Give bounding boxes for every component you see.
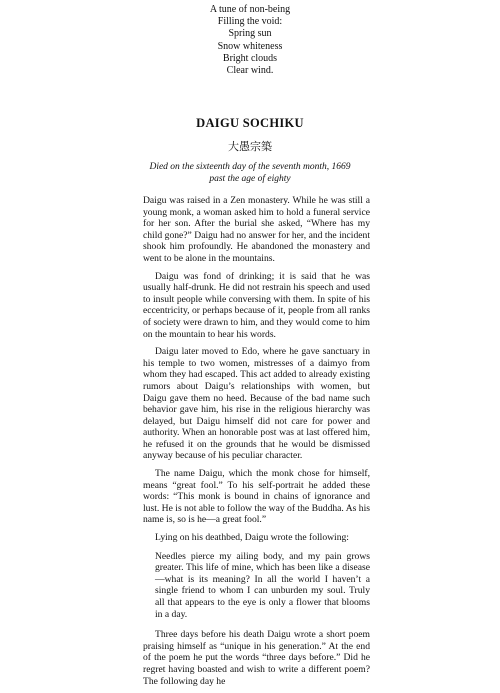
paragraph: Daigu later moved to Edo, where he gave sanctuary in his temple to two women, mistresses of a daimyo from whom they had escaped. This act added to already existing rumors about Daigu’s relationships with women, but Daigu gave them no heed. Because of the bad name such behavior gave him, his rise in the religious hierarchy was delayed, but Daigu himself did not care for power and authority. When an honorable post was at last offered him, he refused it on the grounds that he would be dismissed anyway because of his peculiar character. (143, 346, 370, 462)
poem-line: A tune of non-being (209, 4, 291, 15)
paragraph: Lying on his deathbed, Daigu wrote the following: (155, 532, 349, 544)
poem (0, 4, 500, 77)
poem-line: Spring sun (228, 28, 272, 40)
closing-paragraph: Three days before his death Daigu wrote a short poem praising himself as “unique in his generation.” At the end of the poem he put the words “three days before.” Did he regret having boasted and wish to write a different poem? The following day he (143, 629, 370, 687)
entry-kanji-name: 大愚宗築 (228, 140, 272, 153)
poem-line: Snow whiteness (217, 40, 283, 52)
poem-line: Filling the void: (217, 16, 283, 28)
death-date-line: Died on the sixteenth day of the seventh month, 1669 (149, 162, 351, 172)
paragraph: Daigu was fond of drinking; it is said that he was usually half-drunk. He did not restrain his speech and used to insult people while conversing with them. In spite of his eccentricity, or perhaps because of it, people from all ranks of society were drawn to him, and they would come to him on the mountain to hear his words. (143, 270, 370, 340)
poem-line: Bright clouds (222, 52, 278, 64)
deathbed-quote: Needles pierce my ailing body, and my pain grows greater. This life of mine, which has been like a disease—what is its meaning? In all the world I haven’t a single friend to whom I can unburden my soul. Truly all that appears to the eye is only a flower that blooms in a day. (155, 550, 370, 620)
entry-title: DAIGU SOCHIKU (196, 116, 304, 130)
age-line: past the age of eighty (209, 173, 291, 184)
entry-dates (0, 162, 500, 185)
poem-line: Clear wind. (226, 65, 274, 77)
paragraph: The name Daigu, which the monk chose for himself, means “great fool.” To his self-portrait he added these words: “This monk is bound in chains of ignorance and lust. He is not able to follow the way of the Buddha. As his name is, so is he—a great fool.” (143, 468, 370, 526)
paragraph: Daigu was raised in a Zen monastery. While he was still a young monk, a woman asked him to hold a funeral service for her son. After the burial she asked, “Where has my child gone?” Daigu had no answer for her, and the incident shook him profoundly. He abandoned the monastery and went to be alone in the mountains. (143, 195, 370, 264)
entry-body (143, 195, 370, 693)
